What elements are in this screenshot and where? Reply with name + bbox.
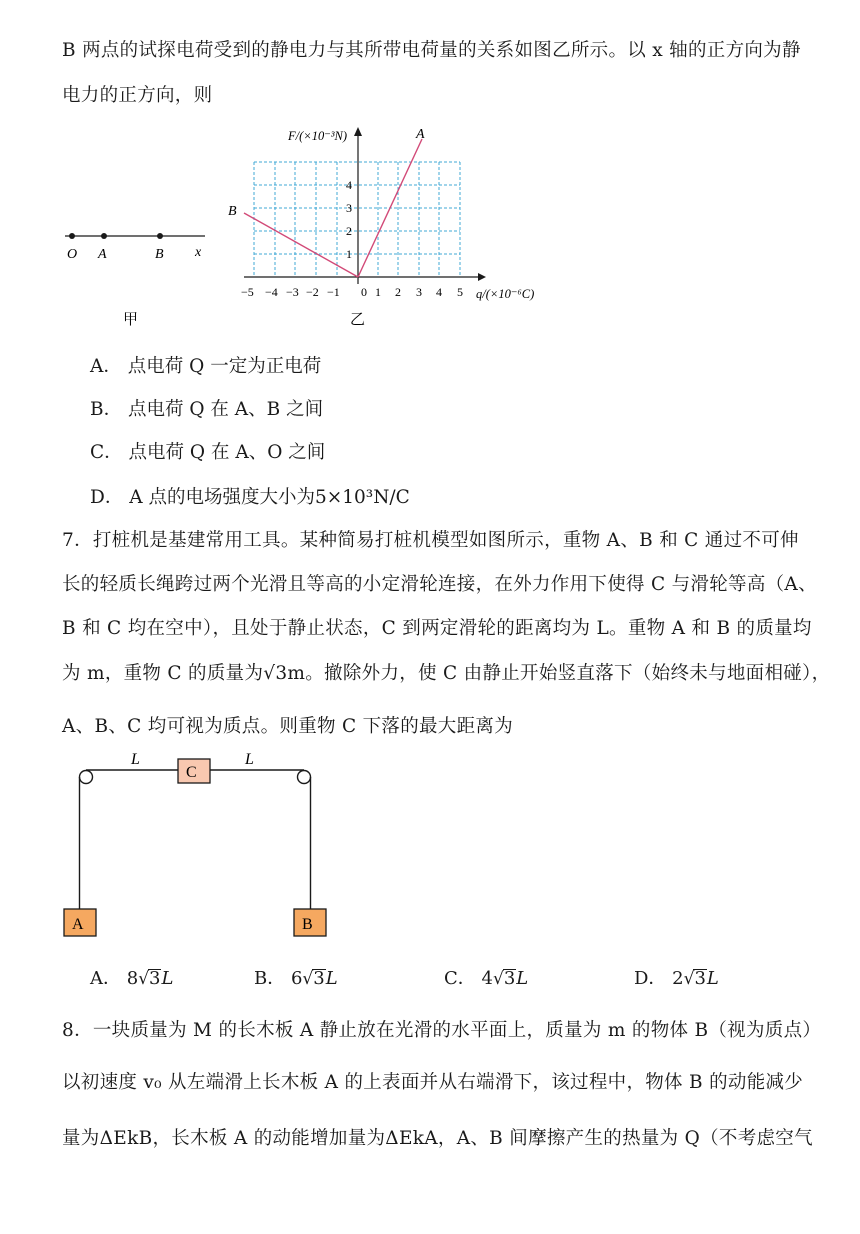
f-axis-arrow <box>354 127 362 136</box>
answer-coef: 8 <box>126 968 139 989</box>
q7-line-5: A、B、C 均可视为质点。则重物 C 下落的最大距离为 <box>62 716 514 737</box>
q7-answer-a[interactable]: A． 8√3L <box>90 968 174 989</box>
option-letter: D． <box>90 487 124 508</box>
option-letter: A． <box>90 356 122 377</box>
q7-line-4: 为 m，重物 C 的质量为√3m。撤除外力，使 C 由静止开始竖直落下（始终未与地面相碰）， <box>62 663 831 684</box>
caption-yi: 乙 <box>350 312 366 328</box>
q6-intro-line-1: B 两点的试探电荷受到的静电力与其所带电荷量的关系如图乙所示。以 x 轴的正方向为静 <box>62 40 801 61</box>
y-tick-1: 1 <box>346 247 352 261</box>
answer-var: L <box>516 968 529 989</box>
q6-option-c[interactable] <box>90 438 325 464</box>
answer-letter: A． <box>90 968 121 989</box>
length-label-right: L <box>245 751 254 768</box>
line-a-label: A <box>416 127 425 142</box>
x-tick-5: 5 <box>457 285 463 299</box>
option-letter: C． <box>90 442 123 463</box>
caption-jia: 甲 <box>123 312 139 328</box>
x-tick-m2: −2 <box>306 285 319 299</box>
point-o <box>69 233 75 239</box>
answer-coef: 6 <box>290 968 303 989</box>
q7-line-1: 7．打桩机是基建常用工具。某种简易打桩机模型如图所示，重物 A、B 和 C 通过不可伸 <box>62 530 799 551</box>
answer-var: L <box>161 968 174 989</box>
answer-coef: 2 <box>672 968 684 989</box>
q7-answer-d[interactable]: D． 2√3L <box>634 968 719 989</box>
q6-option-d[interactable] <box>90 483 410 509</box>
answer-letter: D． <box>634 968 667 989</box>
y-tick-3: 3 <box>346 201 352 215</box>
answer-var: L <box>706 968 719 989</box>
x-tick-m3: −3 <box>286 285 299 299</box>
x-tick-1: 1 <box>375 285 381 299</box>
pulley-left <box>80 771 93 784</box>
q7-answer-b[interactable]: B． 6√3L <box>254 968 338 989</box>
q6-intro-line-2: 电力的正方向，则 <box>62 85 213 106</box>
q8-line-2: 以初速度 v₀ 从左端滑上长木板 A 的上表面并从右端滑下，该过程中，物体 B 的动能减少 <box>62 1072 804 1093</box>
block-a-label: A <box>72 916 84 933</box>
figure-jia <box>55 200 225 330</box>
option-text: 点电荷 Q 在 A、B 之间 <box>128 399 324 420</box>
line-a <box>358 139 422 277</box>
line-b <box>244 213 358 277</box>
answer-radicand: 3 <box>694 968 706 989</box>
answer-radicand: 3 <box>149 968 161 989</box>
q-axis-arrow <box>478 273 486 281</box>
option-text: 点电荷 Q 在 A、O 之间 <box>128 442 326 463</box>
y-tick-4: 4 <box>346 178 352 192</box>
block-b-label: B <box>302 916 313 933</box>
q-axis-label: q/(×10⁻⁶C) <box>476 287 535 301</box>
q8-line-3: 量为ΔEkB，长木板 A 的动能增加量为ΔEkA，A、B 间摩擦产生的热量为 Q（不考虑空气 <box>62 1128 813 1149</box>
x-tick-m5: −5 <box>241 285 254 299</box>
answer-radicand: 3 <box>313 968 325 989</box>
pulley-right <box>298 771 311 784</box>
option-text: 点电荷 Q 一定为正电荷 <box>127 356 322 377</box>
q6-option-b[interactable] <box>90 395 323 421</box>
figure-yi <box>220 118 550 333</box>
option-letter: B． <box>90 399 123 420</box>
line-b-label: B <box>228 204 237 219</box>
q7-line-3: B 和 C 均在空中），且处于静止状态，C 到两定滑轮的距离均为 L。重物 A 和 B 的质量均 <box>62 618 812 639</box>
x-tick-m1: −1 <box>327 285 340 299</box>
answer-coef: 4 <box>481 968 493 989</box>
point-b <box>157 233 163 239</box>
f-axis-label: F/(×10⁻³N) <box>288 129 348 143</box>
x-tick-m4: −4 <box>265 285 278 299</box>
q7-answer-c[interactable]: C． 4√3L <box>444 968 529 989</box>
x-tick-3: 3 <box>416 285 422 299</box>
label-a: A <box>98 247 107 262</box>
q8-line-1: 8．一块质量为 M 的长木板 A 静止放在光滑的水平面上，质量为 m 的物体 B（视为质点） <box>62 1020 822 1041</box>
option-text: A 点的电场强度大小为5×10³N/C <box>129 487 410 508</box>
answer-var: L <box>325 968 338 989</box>
x-tick-2: 2 <box>395 285 401 299</box>
q7-line-2: 长的轻质长绳跨过两个光滑且等高的小定滑轮连接，在外力作用下使得 C 与滑轮等高（A、 <box>62 574 817 595</box>
x-tick-4: 4 <box>436 285 442 299</box>
label-b: B <box>155 247 164 262</box>
label-o: O <box>67 247 78 262</box>
figure-pulley <box>55 748 335 943</box>
answer-letter: B． <box>254 968 286 989</box>
label-x: x <box>195 245 202 260</box>
grid <box>254 162 460 277</box>
point-a <box>101 233 107 239</box>
block-c-label: C <box>186 764 197 781</box>
x-tick-0: 0 <box>361 285 367 299</box>
length-label-left: L <box>131 751 140 768</box>
answer-letter: C． <box>444 968 476 989</box>
answer-radicand: 3 <box>503 968 516 989</box>
q6-option-a[interactable] <box>90 352 321 378</box>
y-tick-2: 2 <box>346 224 352 238</box>
